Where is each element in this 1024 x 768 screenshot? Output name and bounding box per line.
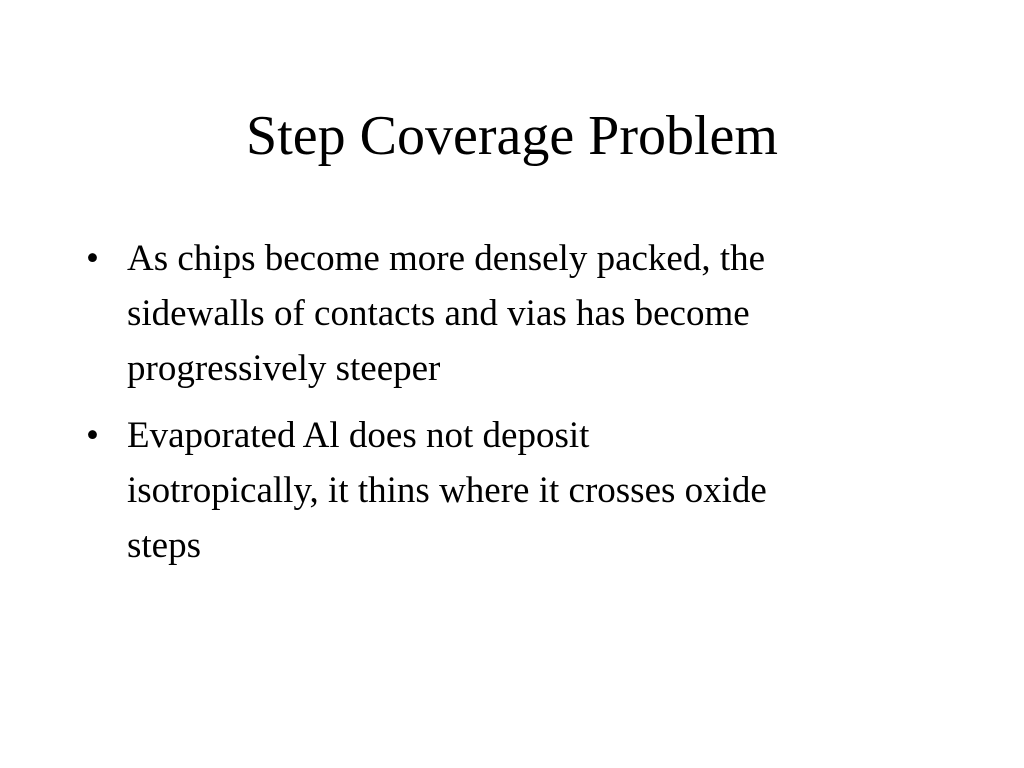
bullet-item-1 [86,231,936,396]
bullet-dot-icon: • [86,415,99,456]
bullet-dot-icon: • [86,238,99,279]
bullet-1-line-3: progressively steeper [127,348,441,389]
bullet-2-line-3: steps [127,525,201,566]
bullet-2-line-2: isotropically, it thins where it crosses oxide [127,470,767,511]
bullet-1-line-1: As chips become more densely packed, the [127,238,766,279]
bullet-item-2 [86,408,936,573]
slide-title: Step Coverage Problem [246,105,778,167]
bullet-list [86,231,936,585]
bullet-2-line-1: Evaporated Al does not deposit [127,415,590,456]
bullet-1-line-2: sidewalls of contacts and vias has become [127,293,750,334]
